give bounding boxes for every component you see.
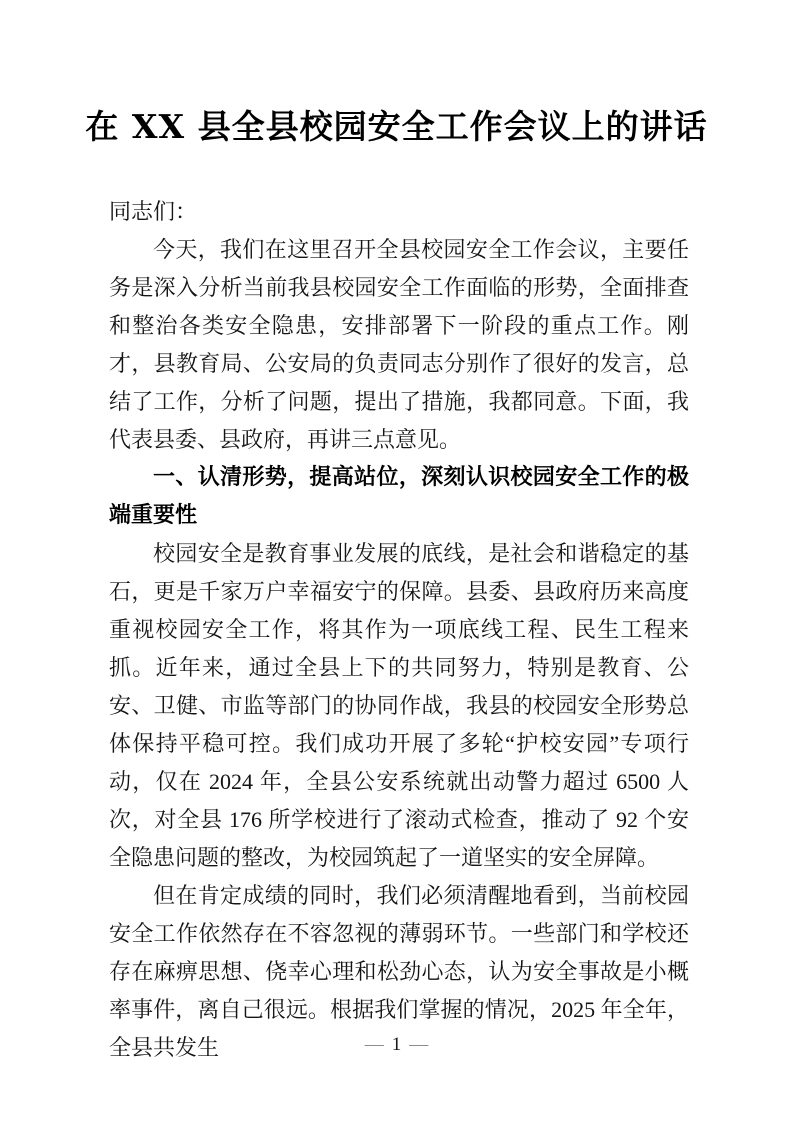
section-heading-1: 一、认清形势，提高站位，深刻认识校园安全工作的极端重要性 (109, 465, 689, 528)
paragraph-achievements: 校园安全是教育事业发展的底线，是社会和谐稳定的基石，更是千家万户幸福安宁的保障。县委、县政府历来高度重视校园安全工作，将其作为一项底线工程、民生工程来抓。近年来，通过全县上下的共同努力，特别是教育、公安、卫健、市监等部门的协同作战，我县的校园安全形势总体保持平稳可控。我们成功开展了多轮“护校安园”专项行动，仅在 2024 年，全县公安系统就出动警力超过 6500 人次，对全县 176 所学校进行了滚动式检查，推动了 92 个安全隐患问题的整改，为校园筑起了一道坚实的安全屏障。 (109, 541, 689, 870)
paragraph-opening: 今天，我们在这里召开全县校园安全工作会议，主要任务是深入分析当前我县校园安全工作面临的形势，全面排查和整治各类安全隐患，安排部署下一阶段的重点工作。刚才，县教育局、公安局的负责同志分别作了很好的发言，总结了工作，分析了问题，提出了措施，我都同意。下面，我代表县委、县政府，再讲三点意见。 (109, 237, 689, 452)
paragraph-problems: 但在肯定成绩的同时，我们必须清醒地看到，当前校园安全工作依然存在不容忽视的薄弱环节。一些部门和学校还存在麻痹思想、侥幸心理和松劲心态，认为安全事故是小概率事件，离自己很远。根据我们掌握的情况，2025 年全年，全县共发生 (109, 883, 689, 1060)
footer-dash-left: — (364, 1034, 384, 1055)
page-footer (0, 1032, 793, 1058)
page-number: 1 (391, 1034, 402, 1055)
document-title: 在 XX 县全县校园安全工作会议上的讲话 (85, 107, 708, 146)
footer-dash-right: — (409, 1034, 429, 1055)
salutation: 同志们： (109, 199, 198, 224)
document-body (109, 193, 689, 1067)
